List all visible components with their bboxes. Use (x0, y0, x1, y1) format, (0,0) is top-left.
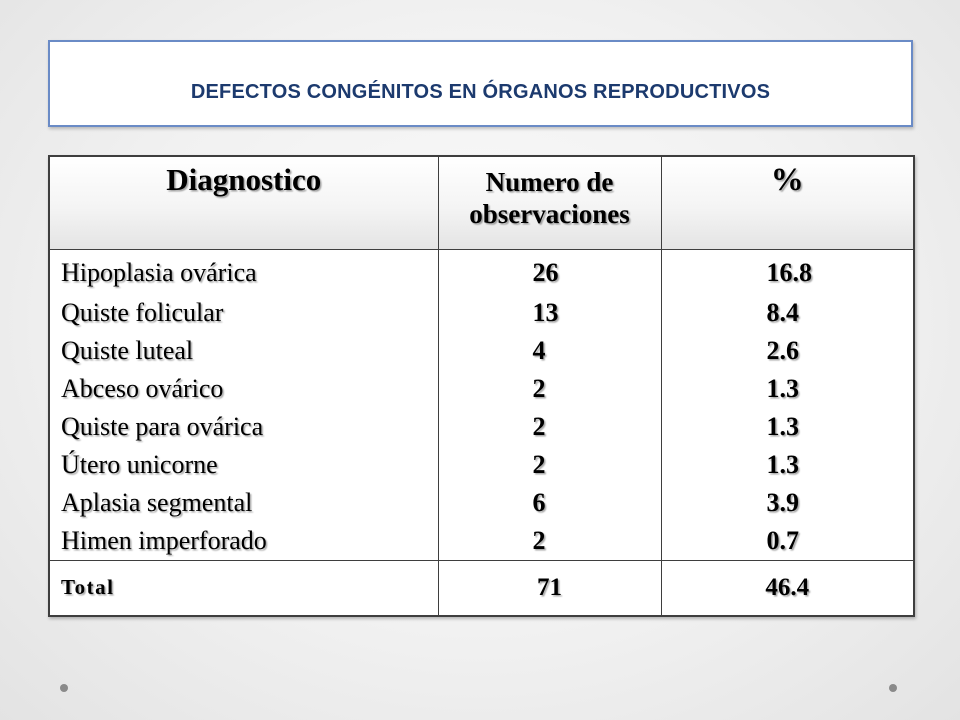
porcentaje-cell: 8.4 (766, 297, 799, 327)
dot-icon (60, 684, 68, 692)
observaciones-cell: 13 (438, 294, 661, 332)
dot-icon (889, 684, 897, 692)
total-row (49, 560, 914, 616)
data-table (48, 155, 915, 617)
observaciones-cell: 2 (438, 408, 661, 446)
table-row (49, 332, 914, 370)
diagnostico-cell: Quiste luteal (49, 332, 438, 370)
header-porcentaje: % (661, 156, 914, 249)
observaciones-cell: 2 (438, 522, 661, 561)
observaciones-cell: 2 (438, 446, 661, 484)
header-diagnostico: Diagnostico (49, 156, 438, 249)
observaciones-cell: 26 (438, 249, 661, 294)
porcentaje-cell: 1.3 (766, 373, 799, 403)
total-label: Total (49, 560, 438, 616)
header-numero-observaciones: Numero de observaciones (438, 156, 661, 249)
diagnostico-cell: Quiste para ovárica (49, 408, 438, 446)
table-row (49, 446, 914, 484)
table-row (49, 294, 914, 332)
diagnostico-cell: Aplasia segmental (49, 484, 438, 522)
table-row (49, 484, 914, 522)
observaciones-cell: 6 (438, 484, 661, 522)
porcentaje-cell: 1.3 (766, 411, 799, 441)
diagnostico-cell: Quiste folicular (49, 294, 438, 332)
diagnostico-cell: Himen imperforado (49, 522, 438, 561)
diagnostico-cell: Hipoplasia ovárica (49, 249, 438, 294)
diagnostico-cell: Abceso ovárico (49, 370, 438, 408)
slide-title: DEFECTOS CONGÉNITOS EN ÓRGANOS REPRODUCTIVOS (190, 81, 771, 103)
header-row (49, 156, 914, 249)
porcentaje-cell: 16.8 (766, 258, 812, 287)
observaciones-cell: 2 (438, 370, 661, 408)
table-row (49, 249, 914, 294)
porcentaje-cell: 1.3 (766, 449, 799, 479)
table-row (49, 370, 914, 408)
table-row (49, 522, 914, 561)
observaciones-cell: 4 (438, 332, 661, 370)
table-row (49, 408, 914, 446)
total-observaciones: 71 (438, 560, 661, 616)
total-porcentaje: 46.4 (661, 560, 914, 616)
diagnostico-cell: Útero unicorne (49, 446, 438, 484)
porcentaje-cell: 3.9 (766, 487, 799, 517)
title-box (48, 40, 913, 127)
porcentaje-cell: 0.7 (766, 525, 799, 555)
porcentaje-cell: 2.6 (766, 335, 799, 365)
